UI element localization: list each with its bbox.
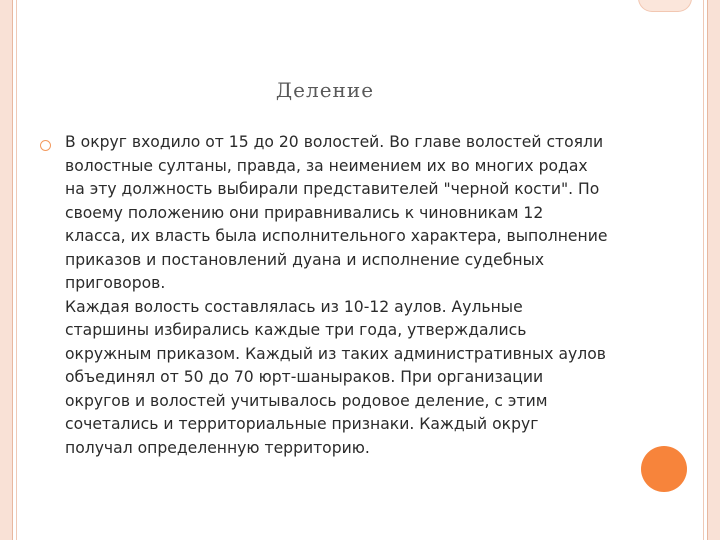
slide-title: Деление	[275, 78, 375, 102]
left-rule	[16, 0, 17, 540]
top-decoration	[638, 0, 692, 12]
right-rule	[703, 0, 704, 540]
orange-circle-decoration	[641, 446, 687, 492]
body-text: В округ входило от 15 до 20 волостей. Во главе волостей стояли волостные султаны, правда, за неимением их во многих родах на эту должность выбирали представителей "черной кости". По своему положению они приравнивались к чиновникам 12 класса, их власть была исполнительного характера, выполнение приказов и постановлений дуана и исполнение судебных приговоров. Каждая волость составлялась из 10-12 аулов. Аульные старшины избирались каждые три года, утверждались окружным приказом. Каждый из таких административных аулов объединял от 50 до 70 юрт-шаныраков. При организации округов и волостей учитывалось родовое деление, с этим сочетались и территориальные признаки. Каждый округ получал определенную территорию.	[65, 133, 608, 457]
bullet-icon	[40, 140, 51, 151]
